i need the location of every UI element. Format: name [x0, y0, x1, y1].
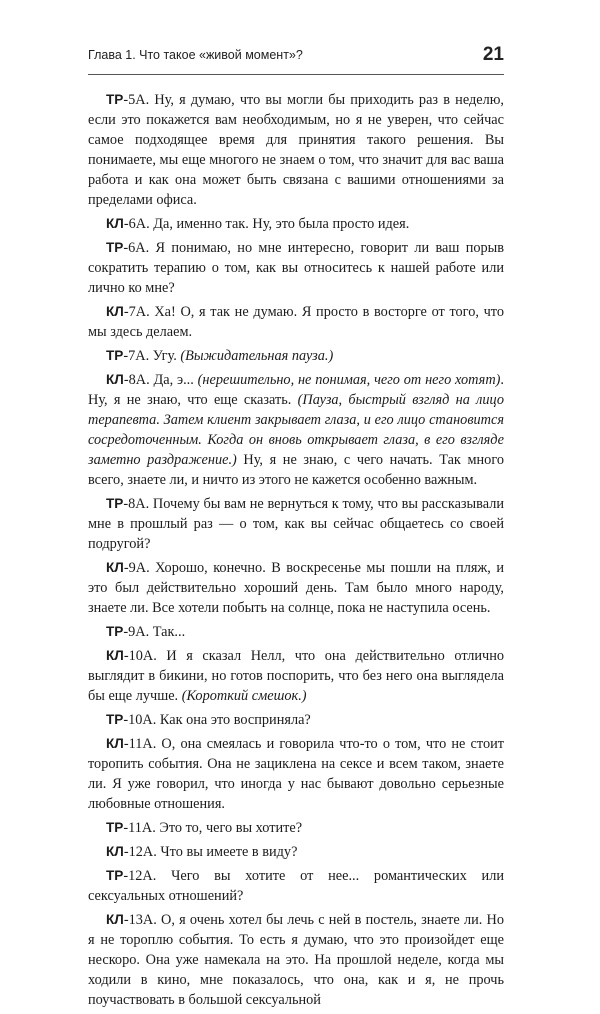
header-rule	[88, 74, 504, 75]
utterance-text: -5А. Ну, я думаю, что вы могли бы приходить раз в неделю, если это покажется вам необходимым, но я не уверен, что сейчас самое подходящее время для принятия такого решения. Вы понимаете, мы еще многого не знаем о том, что значит для вас ваша работа и как она может быть связана с вашими отношениями за пределами офиса.	[88, 92, 504, 208]
dialogue-paragraph	[88, 910, 504, 1010]
dialogue-paragraph	[88, 818, 504, 838]
utterance-text: -8А. Да, э...	[123, 372, 198, 388]
speaker-label: ТР	[106, 868, 124, 883]
dialogue-paragraph	[88, 710, 504, 730]
speaker-label: ТР	[106, 624, 124, 639]
utterance-text: -7А. Ха! О, я так не думаю. Я просто в восторге от того, что мы здесь делаем.	[88, 304, 504, 340]
utterance-text: -7А. Угу.	[123, 348, 181, 364]
utterance-text: -11А. О, она смеялась и говорила что-то о том, что не стоит торопить события. Она не зациклена на сексе и всем таком, знаете ли. Я уже говорил, что иногда у нас бывают довольно серьезные любовные отношения.	[88, 736, 504, 812]
speaker-label: ТР	[106, 496, 124, 511]
utterance-text: -6А. Я понимаю, но мне интересно, говорит ли ваш порыв сократить терапию о том, как вы относитесь к нашей работе или лично ко мне?	[88, 240, 504, 296]
dialogue-paragraph	[88, 90, 504, 210]
page-number: 21	[482, 44, 504, 65]
speaker-label: КЛ	[106, 304, 124, 319]
stage-direction: (нерешительно, не понимая, чего от него хотят)	[197, 372, 501, 388]
utterance-text: Ну, я не знаю, с чего начать. Так много всего, знаете ли, и ничто из этого не кажется особенно важным.	[88, 452, 504, 488]
dialogue-paragraph	[88, 734, 504, 814]
utterance-text: -12А. Чего вы хотите от нее... романтических или сексуальных отношений?	[88, 868, 504, 904]
dialogue-paragraph	[88, 842, 504, 862]
dialogue-paragraph	[88, 238, 504, 298]
speaker-label: КЛ	[106, 216, 124, 231]
utterance-text: -11А. Это то, чего вы хотите?	[123, 820, 303, 836]
speaker-label: ТР	[106, 92, 124, 107]
dialogue-paragraph	[88, 302, 504, 342]
utterance-text: -13А. О, я очень хотел бы лечь с ней в постель, знаете ли. Но я не тороплю события. То есть я думаю, что это произойдет еще нескоро. Она уже намекала на это. На прошлой неделе, когда мы ходили в кино, мне показалось, что она, как и я, не прочь поучаствовать в большой сексуальной	[88, 912, 504, 1008]
speaker-label: КЛ	[106, 912, 124, 927]
stage-direction: (Короткий смешок.)	[181, 688, 307, 704]
speaker-label: ТР	[106, 820, 124, 835]
dialogue-paragraph	[88, 646, 504, 706]
stage-direction: (Выжидательная пауза.)	[180, 348, 334, 364]
dialogue-text	[88, 90, 504, 1014]
utterance-text: -12А. Что вы имеете в виду?	[123, 844, 298, 860]
dialogue-paragraph	[88, 494, 504, 554]
utterance-text: -10А. И я сказал Нелл, что она действительно отлично выглядит в бикини, но готов поспорить, что без него она выглядела бы еще лучше.	[88, 648, 504, 704]
chapter-title: Глава 1. Что такое «живой момент»?	[88, 48, 303, 62]
utterance-text: . Ну, я не знаю, что еще сказать.	[88, 372, 504, 408]
running-header	[88, 44, 504, 68]
speaker-label: КЛ	[106, 844, 124, 859]
dialogue-paragraph	[88, 622, 504, 642]
utterance-text: -8А. Почему бы вам не вернуться к тому, что вы рассказывали мне в прошлый раз — о том, как вы сейчас общаетесь со своей подругой?	[88, 496, 504, 552]
utterance-text: -10А. Как она это восприняла?	[123, 712, 311, 728]
utterance-text: -6А. Да, именно так. Ну, это была просто идея.	[123, 216, 410, 232]
speaker-label: КЛ	[106, 560, 124, 575]
speaker-label: ТР	[106, 348, 124, 363]
speaker-label: КЛ	[106, 372, 124, 387]
speaker-label: ТР	[106, 240, 124, 255]
dialogue-paragraph	[88, 370, 504, 490]
dialogue-paragraph	[88, 866, 504, 906]
dialogue-paragraph	[88, 214, 504, 234]
utterance-text: -9А. Хорошо, конечно. В воскресенье мы пошли на пляж, и это был действительно хороший день. Там было много народу, знаете ли. Все хотели побыть на солнце, пока не наступила осень.	[88, 560, 504, 616]
speaker-label: КЛ	[106, 736, 124, 751]
stage-direction: (Пауза, быстрый взгляд на лицо терапевта. Затем клиент закрывает глаза, и его лицо становится сосредоточенным. Когда он вновь открывает глаза, в его взгляде заметно раздражение.)	[88, 392, 505, 468]
utterance-text: -9А. Так...	[123, 624, 186, 640]
speaker-label: ТР	[106, 712, 124, 727]
dialogue-paragraph	[88, 346, 504, 366]
speaker-label: КЛ	[106, 648, 124, 663]
dialogue-paragraph	[88, 558, 504, 618]
